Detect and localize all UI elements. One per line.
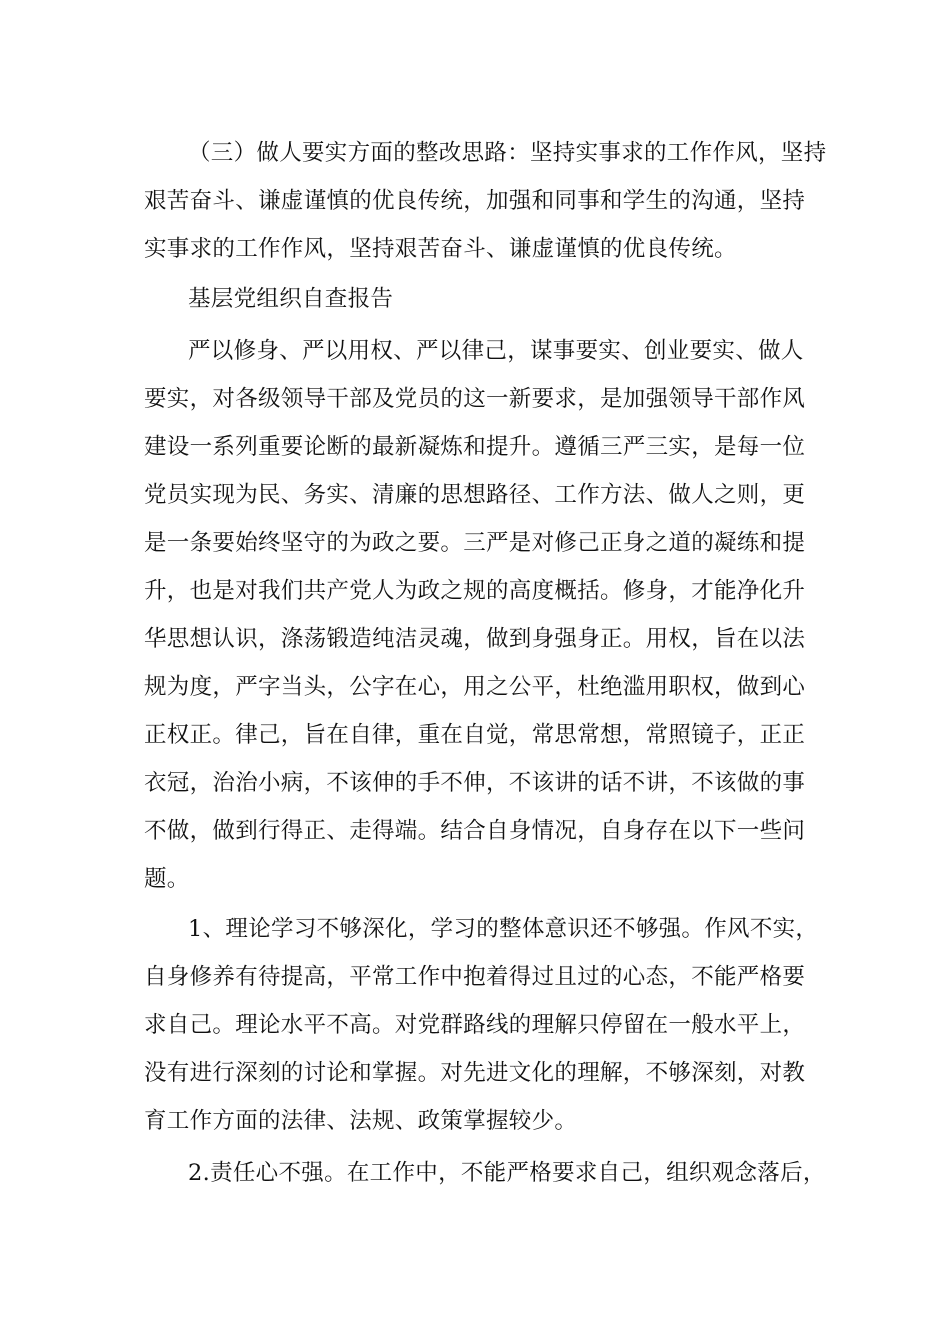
paragraph-line: 题。 <box>144 866 190 892</box>
section-heading: 基层党组织自查报告 <box>188 286 394 312</box>
paragraph-line: 没有进行深刻的讨论和掌握。对先进文化的理解，不够深刻，对教 <box>144 1060 806 1086</box>
paragraph-line: 正权正。律己，旨在自律，重在自觉，常思常想，常照镜子，正正 <box>144 722 806 748</box>
paragraph-line: 2.责任心不强。在工作中，不能严格要求自己，组织观念落后， <box>188 1160 826 1186</box>
paragraph-line: 要实，对各级领导干部及党员的这一新要求，是加强领导干部作风 <box>144 386 806 412</box>
paragraph-line: 规为度，严字当头，公字在心，用之公平，杜绝滥用职权，做到心 <box>144 674 806 700</box>
paragraph-line: 严以修身、严以用权、严以律己，谋事要实、创业要实、做人 <box>188 338 804 364</box>
paragraph-line: 育工作方面的法律、法规、政策掌握较少。 <box>144 1108 578 1134</box>
paragraph-line: 升，也是对我们共产党人为政之规的高度概括。修身，才能净化升 <box>144 578 806 604</box>
paragraph-line: 求自己。理论水平不高。对党群路线的理解只停留在一般水平上， <box>144 1012 806 1038</box>
paragraph-line: 党员实现为民、务实、清廉的思想路径、工作方法、做人之则，更 <box>144 482 806 508</box>
paragraph-line: 建设一系列重要论断的最新凝炼和提升。遵循三严三实，是每一位 <box>144 434 806 460</box>
paragraph-line: （三）做人要实方面的整改思路：坚持实事求的工作作风，坚持 <box>188 140 827 166</box>
paragraph-line: 1、理论学习不够深化，学习的整体意识还不够强。作风不实， <box>188 916 819 942</box>
paragraph-line: 华思想认识，涤荡锻造纯洁灵魂，做到身强身正。用权，旨在以法 <box>144 626 806 652</box>
paragraph-line: 是一条要始终坚守的为政之要。三严是对修己正身之道的凝练和提 <box>144 530 806 556</box>
paragraph-line: 不做，做到行得正、走得端。结合自身情况，自身存在以下一些问 <box>144 818 806 844</box>
paragraph-line: 实事求的工作作风，坚持艰苦奋斗、谦虚谨慎的优良传统。 <box>144 236 737 262</box>
paragraph-line: 艰苦奋斗、谦虚谨慎的优良传统，加强和同事和学生的沟通，坚持 <box>144 188 806 214</box>
paragraph-line: 衣冠，治治小病，不该伸的手不伸，不该讲的话不讲，不该做的事 <box>144 770 806 796</box>
paragraph-line: 自身修养有待提高，平常工作中抱着得过且过的心态，不能严格要 <box>144 964 806 990</box>
